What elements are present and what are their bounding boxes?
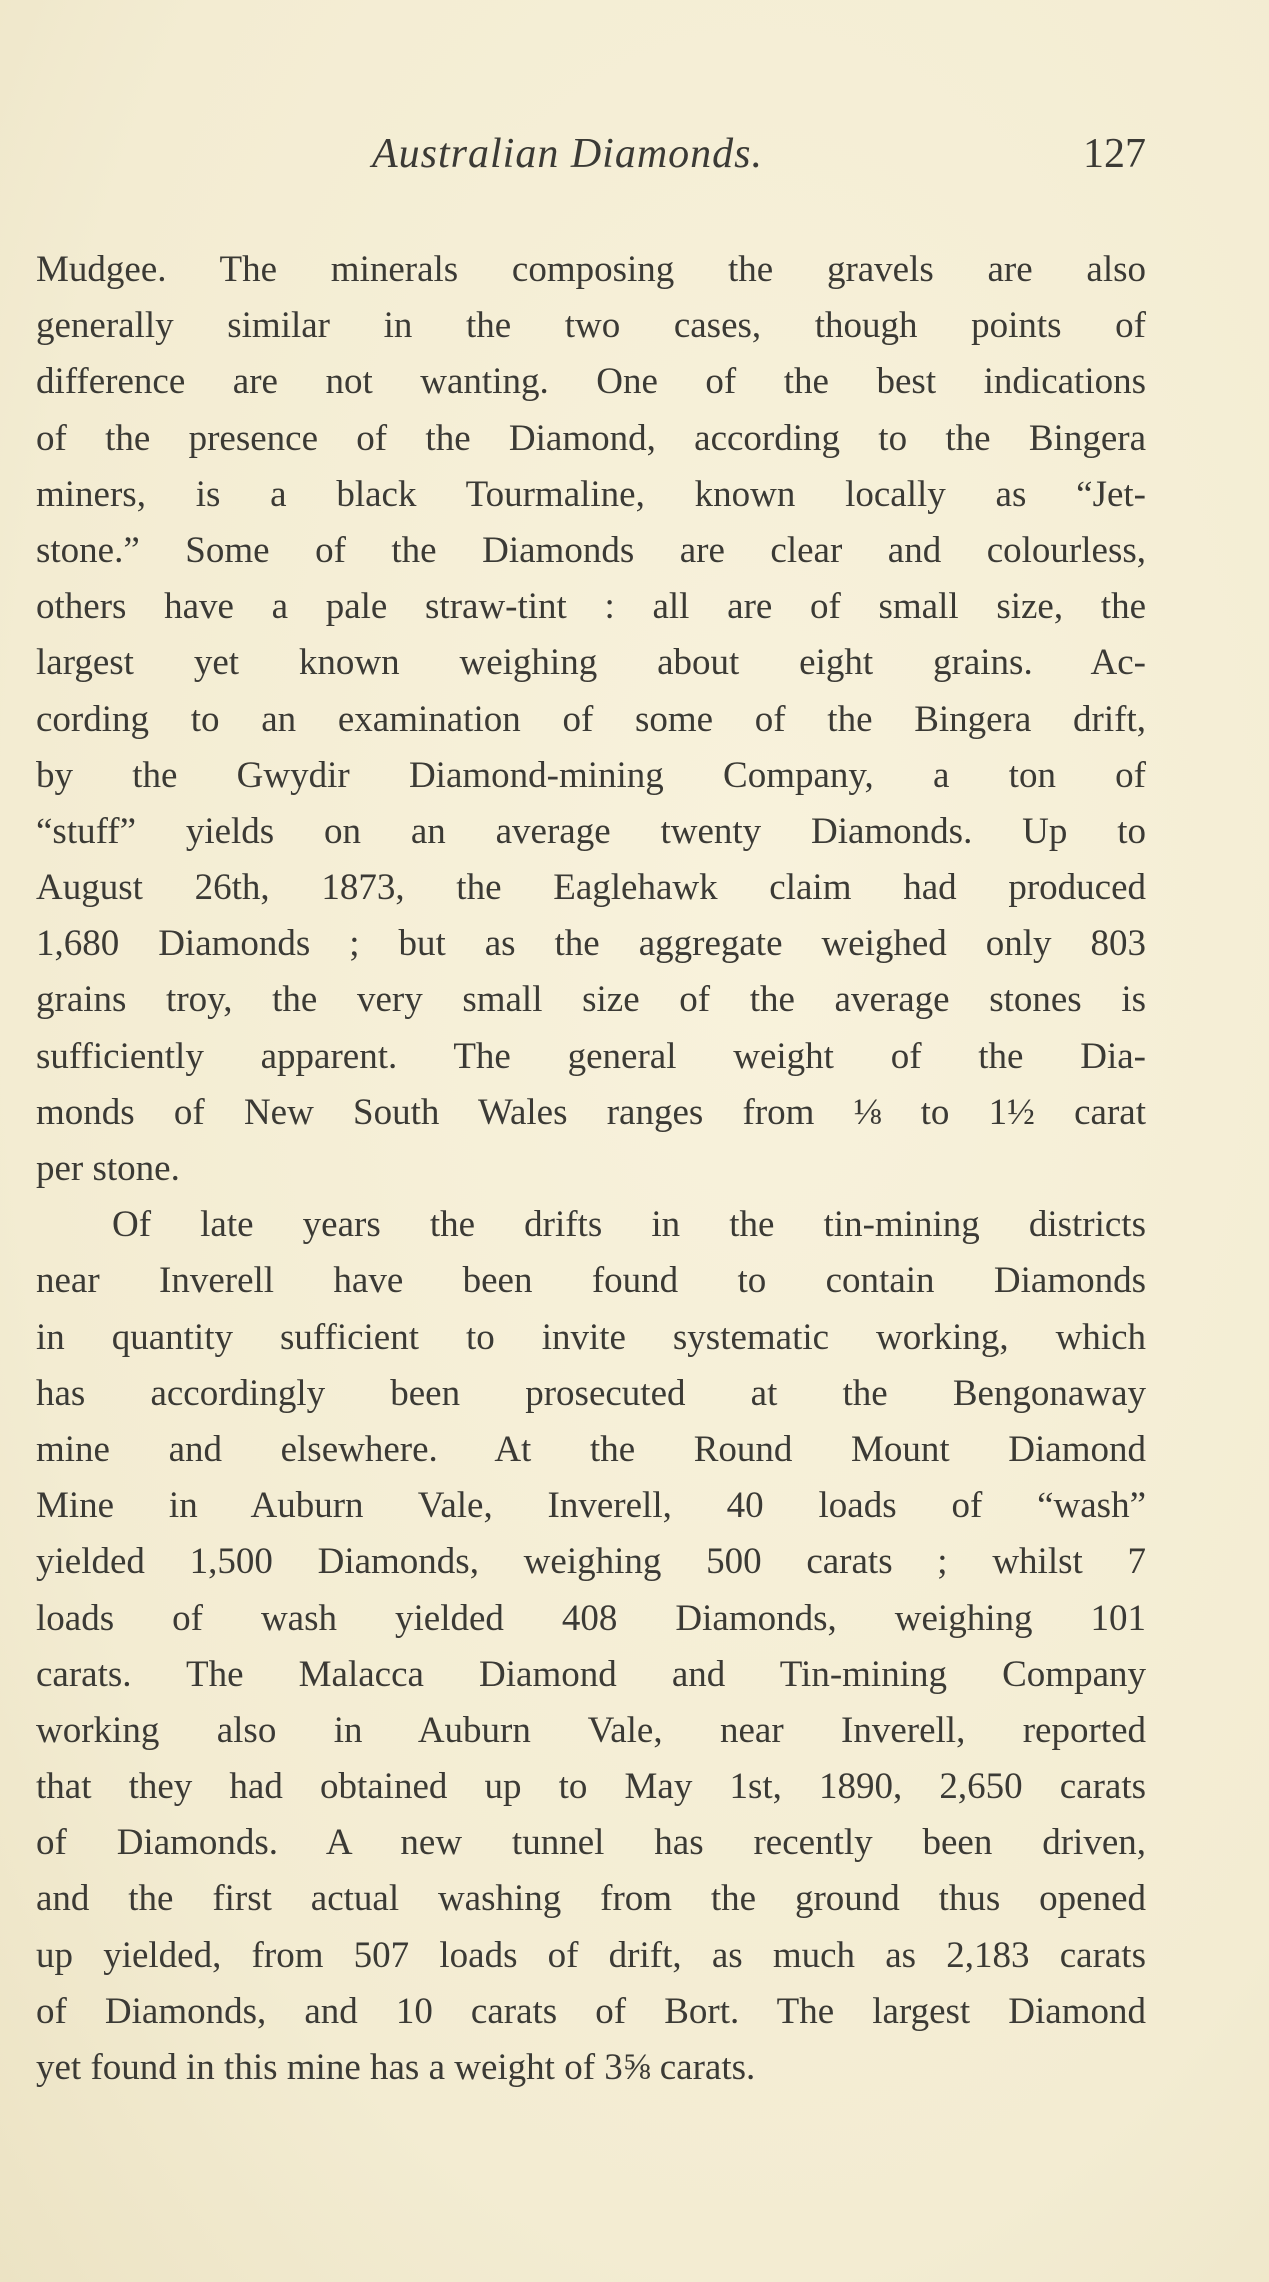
text-line: of the presence of the Diamond, according to the Bingera xyxy=(36,417,1146,459)
paragraph-first-line: Of late years the drifts in the tin-mining districts xyxy=(112,1204,1146,1246)
text-line: monds of New South Wales ranges from ⅛ to 1½ carat xyxy=(36,1091,1146,1133)
text-line: and the first actual washing from the ground thus opened xyxy=(36,1878,1146,1920)
text-line: has accordingly been prosecuted at the Bengonaway xyxy=(36,1372,1146,1414)
text-line: working also in Auburn Vale, near Inverell, reported xyxy=(36,1709,1146,1751)
text-line: mine and elsewhere. At the Round Mount Diamond xyxy=(36,1428,1146,1470)
text-line: by the Gwydir Diamond-mining Company, a ton of xyxy=(36,754,1146,796)
text-line: per stone. xyxy=(36,1148,180,1189)
text-line: others have a pale straw-tint : all are of small size, the xyxy=(36,586,1146,628)
text-line: carats. The Malacca Diamond and Tin-mining Company xyxy=(36,1653,1146,1695)
text-line: of Diamonds, and 10 carats of Bort. The largest Diamond xyxy=(36,1990,1146,2032)
text-line: near Inverell have been found to contain Diamonds xyxy=(36,1260,1146,1302)
text-line: largest yet known weighing about eight grains. Ac- xyxy=(36,642,1146,684)
text-line: of Diamonds. A new tunnel has recently been driven, xyxy=(36,1822,1146,1864)
text-line: Mudgee. The minerals composing the gravels are also xyxy=(36,249,1146,290)
page-header xyxy=(36,130,1146,190)
text-line: sufficiently apparent. The general weight of the Dia- xyxy=(36,1035,1146,1077)
text-line: yielded 1,500 Diamonds, weighing 500 carats ; whilst 7 xyxy=(36,1541,1146,1583)
text-line: 1,680 Diamonds ; but as the aggregate weighed only 803 xyxy=(36,923,1146,965)
body-text xyxy=(36,242,1146,2096)
text-line: August 26th, 1873, the Eaglehawk claim had produced xyxy=(36,867,1146,909)
text-line: grains troy, the very small size of the average stones is xyxy=(36,979,1146,1021)
text-line: loads of wash yielded 408 Diamonds, weighing 101 xyxy=(36,1597,1146,1639)
text-line: yet found in this mine has a weight of 3⅝ carats. xyxy=(36,2047,756,2088)
text-line: Mine in Auburn Vale, Inverell, 40 loads of “wash” xyxy=(36,1485,1146,1527)
running-title: Australian Diamonds. xyxy=(372,131,764,177)
text-line: stone.” Some of the Diamonds are clear and colourless, xyxy=(36,529,1146,571)
text-line: cording to an examination of some of the Bingera drift, xyxy=(36,698,1146,740)
text-line: “stuff” yields on an average twenty Diamonds. Up to xyxy=(36,810,1146,852)
page-number: 127 xyxy=(1083,131,1146,177)
text-line: that they had obtained up to May 1st, 1890, 2,650 carats xyxy=(36,1766,1146,1808)
text-line: miners, is a black Tourmaline, known locally as “Jet- xyxy=(36,473,1146,515)
text-line: in quantity sufficient to invite systematic working, which xyxy=(36,1316,1146,1358)
text-line: generally similar in the two cases, though points of xyxy=(36,305,1146,347)
text-line: difference are not wanting. One of the best indications xyxy=(36,361,1146,403)
text-line: up yielded, from 507 loads of drift, as much as 2,183 carats xyxy=(36,1934,1146,1976)
